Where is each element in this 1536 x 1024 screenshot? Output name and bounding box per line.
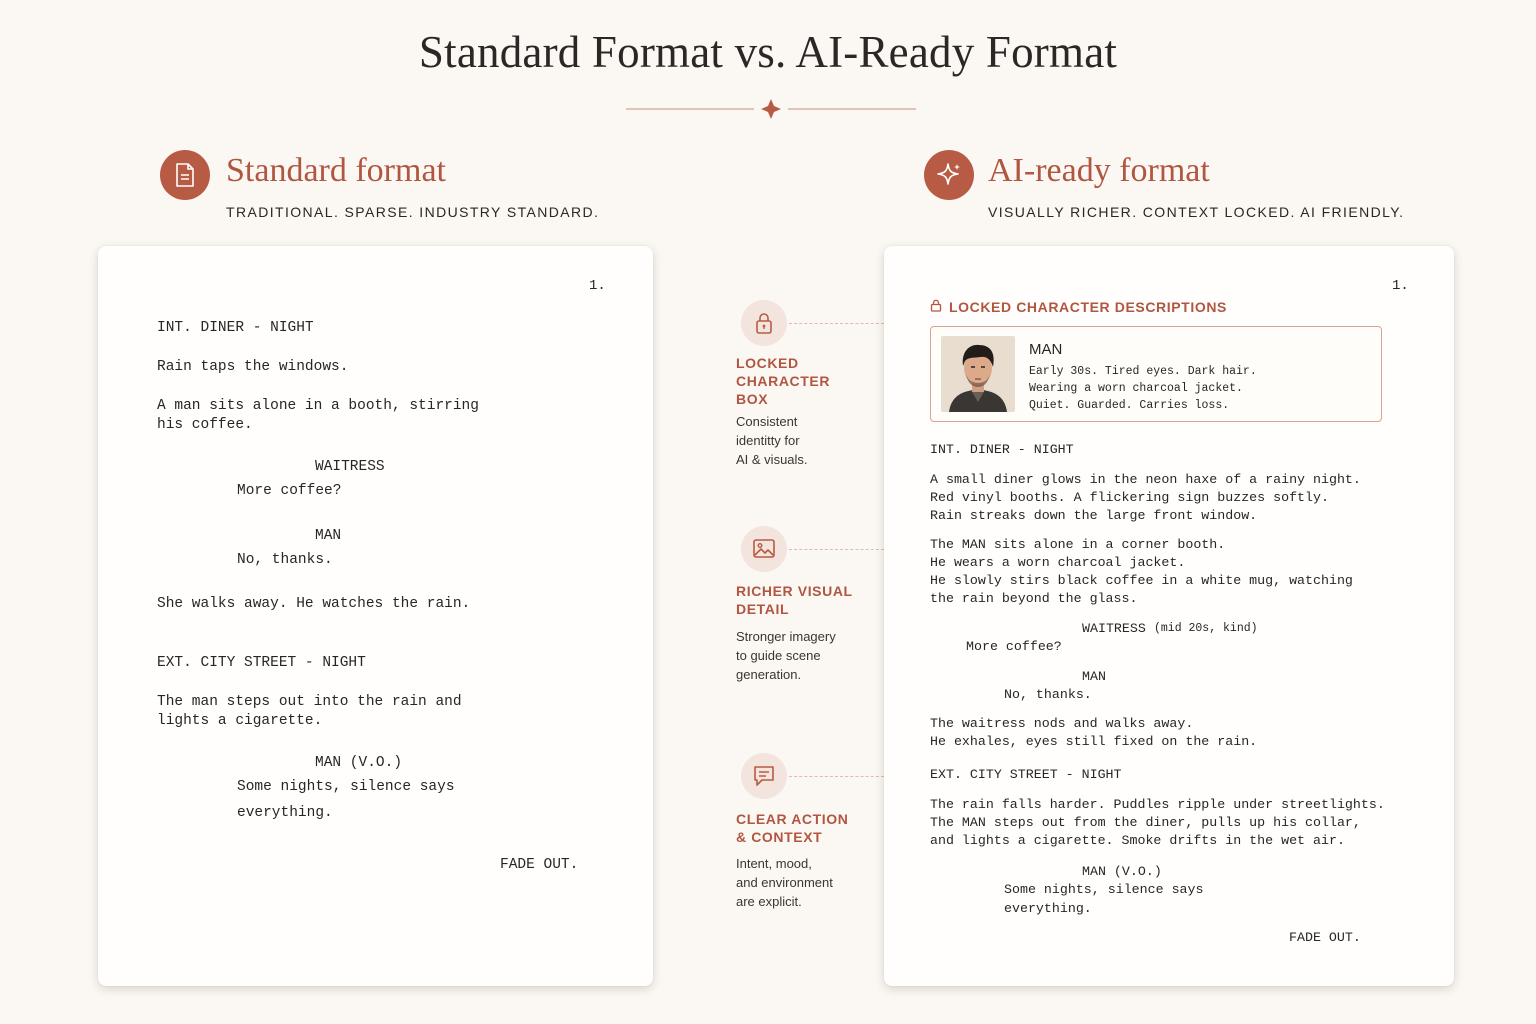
action-line: The waitress nods and walks away.	[930, 716, 1194, 731]
scene-heading: INT. DINER - NIGHT	[157, 320, 314, 336]
standard-subheading: TRADITIONAL. SPARSE. INDUSTRY STANDARD.	[226, 204, 600, 220]
feature-title: CLEAR ACTION & CONTEXT	[736, 811, 849, 845]
connector-line	[789, 323, 884, 324]
standard-script-page	[98, 246, 653, 986]
connector-line	[789, 549, 884, 550]
action-line: A small diner glows in the neon haxe of a rainy night.	[930, 472, 1361, 487]
action-line: He wears a worn charcoal jacket.	[930, 555, 1186, 570]
ornament-divider	[626, 98, 916, 120]
action-line: A man sits alone in a booth, stirring	[157, 398, 479, 414]
locked-descriptions-heading: LOCKED CHARACTER DESCRIPTIONS	[949, 299, 1227, 315]
dialogue-line: Some nights, silence says	[237, 779, 455, 795]
character-description: Early 30s. Tired eyes. Dark hair. Wearing a worn charcoal jacket. Quiet. Guarded. Carries loss.	[1029, 365, 1257, 412]
character-cue: MAN	[315, 528, 342, 544]
action-line: He slowly stirs black coffee in a white mug, watching	[930, 573, 1353, 588]
character-box	[930, 326, 1382, 422]
character-name: MAN	[1029, 341, 1063, 358]
lock-icon	[741, 300, 787, 346]
transition: FADE OUT.	[1289, 930, 1361, 945]
feature-title: LOCKED CHARACTER BOX	[736, 355, 831, 407]
character-cue: MAN	[1082, 669, 1106, 684]
action-line: The MAN steps out from the diner, pulls up his collar,	[930, 815, 1361, 830]
dialogue-line: Some nights, silence says	[1004, 882, 1204, 897]
action-line: Rain taps the windows.	[157, 359, 349, 375]
action-line: The rain falls harder. Puddles ripple under streetlights.	[930, 797, 1385, 812]
connector-line	[789, 776, 884, 777]
small-lock-icon	[930, 299, 942, 312]
scene-heading: EXT. CITY STREET - NIGHT	[157, 655, 366, 671]
page-number: 1.	[589, 278, 606, 294]
action-line: Red vinyl booths. A flickering sign buzzes softly.	[930, 490, 1329, 505]
dialogue-line: everything.	[1004, 901, 1092, 916]
page-number: 1.	[1392, 278, 1409, 294]
ai-heading: AI-ready format	[988, 152, 1210, 189]
character-cue: WAITRESS	[315, 459, 385, 475]
ai-subheading: VISUALLY RICHER. CONTEXT LOCKED. AI FRIENDLY.	[988, 204, 1405, 220]
feature-description: Consistent identitty for AI & visuals.	[736, 414, 808, 467]
action-line: Rain streaks down the large front window.	[930, 508, 1258, 523]
ai-script-page	[884, 246, 1454, 986]
dialogue-line: More coffee?	[237, 483, 342, 499]
page-title: Standard Format vs. AI-Ready Format	[418, 27, 1118, 77]
parenthetical: (mid 20s, kind)	[1154, 622, 1258, 635]
dialogue-line: More coffee?	[966, 639, 1062, 654]
feature-title: RICHER VISUAL DETAIL	[736, 583, 853, 617]
action-line: He exhales, eyes still fixed on the rain.	[930, 734, 1258, 749]
dialogue-line: No, thanks.	[1004, 687, 1092, 702]
character-cue: MAN (V.O.)	[1082, 864, 1162, 879]
action-line: lights a cigarette.	[157, 713, 323, 729]
action-line: and lights a cigarette. Smoke drifts in the wet air.	[930, 833, 1345, 848]
character-cue: MAN (V.O.)	[315, 755, 403, 771]
sparkle-icon	[924, 150, 974, 200]
feature-description: Stronger imagery to guide scene generation.	[736, 629, 836, 682]
scene-heading: EXT. CITY STREET - NIGHT	[930, 767, 1122, 782]
dialogue-line: No, thanks.	[237, 552, 333, 568]
standard-heading: Standard format	[226, 152, 446, 189]
scene-heading: INT. DINER - NIGHT	[930, 442, 1074, 457]
dialogue-line: everything.	[237, 805, 333, 821]
star-ornament-icon	[761, 99, 781, 119]
action-line: She walks away. He watches the rain.	[157, 596, 471, 612]
feature-description: Intent, mood, and environment are explicit.	[736, 856, 833, 909]
action-line: The man steps out into the rain and	[157, 694, 462, 710]
character-portrait	[941, 336, 1015, 412]
chat-icon	[741, 753, 787, 799]
action-line: the rain beyond the glass.	[930, 591, 1138, 606]
action-line: The MAN sits alone in a corner booth.	[930, 537, 1226, 552]
document-icon	[160, 150, 210, 200]
transition: FADE OUT.	[500, 857, 579, 873]
action-line: his coffee.	[157, 417, 253, 433]
character-cue: WAITRESS	[1082, 621, 1146, 636]
image-icon	[741, 526, 787, 572]
